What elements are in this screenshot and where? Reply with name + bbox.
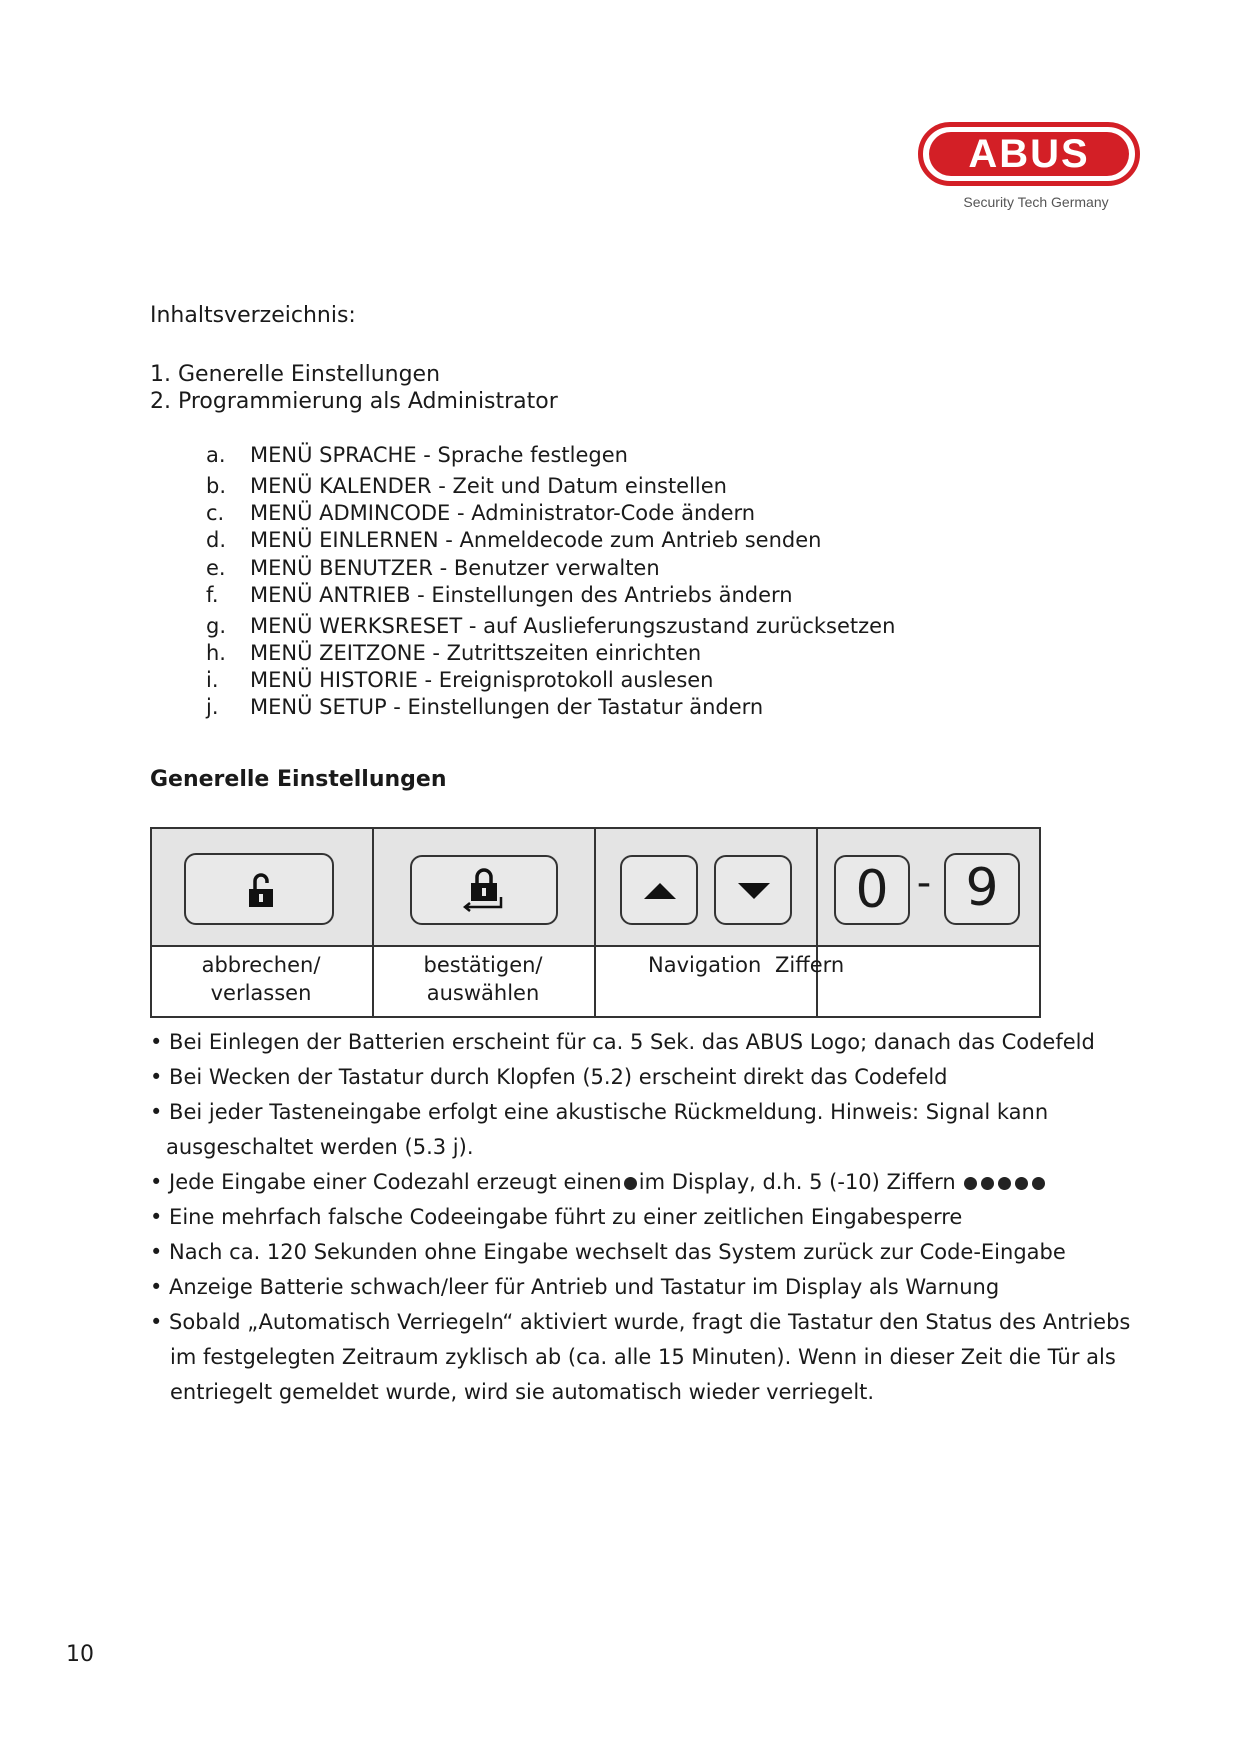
toc-sub-letter: g. <box>206 614 227 638</box>
digit-range-dash: - <box>916 860 932 906</box>
toc-subitem <box>206 641 701 665</box>
bullet-item-continuation: entriegelt gemeldet wurde, wird sie automatisch wieder verriegelt. <box>170 1380 875 1404</box>
key-table <box>150 827 1041 1018</box>
key-col-navigation <box>596 829 818 1016</box>
logo-brand: ABUS <box>929 132 1129 176</box>
toc-subitem <box>206 501 755 525</box>
toc-sub-letter: d. <box>206 528 227 552</box>
toc-sub-text: MENÜ SPRACHE - Sprache festlegen <box>250 443 628 467</box>
up-key <box>620 855 698 925</box>
toc-sub-letter: f. <box>206 583 219 607</box>
code-dot-icon <box>1032 1177 1045 1190</box>
toc-subitem <box>206 443 628 467</box>
toc-sub-text: MENÜ BENUTZER - Benutzer verwalten <box>250 556 660 580</box>
toc-subitem <box>206 614 895 638</box>
bullet-text-part: • Jede Eingabe einer Codezahl erzeugt einen <box>150 1170 622 1194</box>
digit-key-0 <box>834 855 910 925</box>
lock-enter-icon <box>460 867 510 915</box>
digit-0-label: 0 <box>855 860 889 920</box>
digit-key-9 <box>944 853 1020 925</box>
code-dot-icon <box>981 1177 994 1190</box>
code-dot-icon <box>964 1177 977 1190</box>
logo-tagline: Security Tech Germany <box>963 194 1109 210</box>
toc-sub-letter: i. <box>206 668 219 692</box>
toc-sub-letter: b. <box>206 474 227 498</box>
toc-subitem <box>206 474 727 498</box>
cancel-label-line1: abbrechen/ <box>201 953 321 977</box>
toc-sub-text: MENÜ KALENDER - Zeit und Datum einstellen <box>250 474 727 498</box>
bullet-item: • Sobald „Automatisch Verriegeln“ aktiviert wurde, fragt die Tastatur den Status des Antriebs <box>150 1310 1131 1334</box>
key-col-digits <box>775 829 1039 1016</box>
bullet-item: • Bei Wecken der Tastatur durch Klopfen (5.2) erscheint direkt das Codefeld <box>150 1065 948 1089</box>
toc-subitem <box>206 583 793 607</box>
toc-sub-text: MENÜ HISTORIE - Ereignisprotokoll auslesen <box>250 668 714 692</box>
arrow-down-icon <box>736 879 772 901</box>
section-title: Generelle Einstellungen <box>150 767 447 792</box>
digits-label: Ziffern <box>775 953 845 977</box>
down-key <box>714 855 792 925</box>
digit-9-label: 9 <box>965 858 999 918</box>
confirm-label-line1: bestätigen/ <box>423 953 543 977</box>
toc-sub-text: MENÜ ZEITZONE - Zutrittszeiten einrichten <box>250 641 702 665</box>
toc-subitem <box>206 668 714 692</box>
abus-logo <box>918 118 1148 228</box>
toc-subitem <box>206 556 660 580</box>
cancel-key <box>184 853 334 925</box>
toc-sub-letter: j. <box>206 695 219 719</box>
bullet-text-part: im Display, d.h. 5 (-10) Ziffern <box>638 1170 956 1194</box>
confirm-label-line2: auswählen <box>426 981 540 1005</box>
toc-item: 2. Programmierung als Administrator <box>150 389 558 414</box>
toc-subitem <box>206 695 763 719</box>
code-dot-icon <box>624 1177 637 1190</box>
confirm-key <box>410 855 558 925</box>
page-number: 10 <box>66 1642 94 1667</box>
code-dot-icon <box>998 1177 1011 1190</box>
key-col-cancel <box>152 829 374 1016</box>
bullet-item-continuation: ausgeschaltet werden (5.3 j). <box>166 1135 474 1159</box>
bullet-item: • Nach ca. 120 Sekunden ohne Eingabe wechselt das System zurück zur Code-Eingabe <box>150 1240 1066 1264</box>
toc-sub-text: MENÜ SETUP - Einstellungen der Tastatur ändern <box>250 695 764 719</box>
toc-sub-letter: c. <box>206 501 225 525</box>
bullet-item <box>150 1170 1047 1194</box>
navigation-label: Navigation <box>648 953 762 977</box>
toc-sub-text: MENÜ ANTRIEB - Einstellungen des Antriebs ändern <box>250 583 793 607</box>
toc-sub-text: MENÜ ADMINCODE - Administrator-Code ändern <box>250 501 756 525</box>
unlock-icon <box>246 871 276 909</box>
code-dot-icon <box>1015 1177 1028 1190</box>
toc-sub-letter: e. <box>206 556 226 580</box>
toc-sub-letter: a. <box>206 443 226 467</box>
toc-heading: Inhaltsverzeichnis: <box>150 303 356 328</box>
bullet-item: • Eine mehrfach falsche Codeeingabe führt zu einer zeitlichen Eingabesperre <box>150 1205 963 1229</box>
toc-sub-text: MENÜ WERKSRESET - auf Auslieferungszustand zurücksetzen <box>250 614 896 638</box>
toc-sub-text: MENÜ EINLERNEN - Anmeldecode zum Antrieb senden <box>250 528 822 552</box>
arrow-up-icon <box>642 879 678 901</box>
bullet-item: • Anzeige Batterie schwach/leer für Antrieb und Tastatur im Display als Warnung <box>150 1275 1000 1299</box>
toc-subitem <box>206 528 821 552</box>
toc-sub-letter: h. <box>206 641 226 665</box>
cancel-label-line2: verlassen <box>210 981 312 1005</box>
logo-badge <box>918 122 1140 186</box>
bullet-item-continuation: im festgelegten Zeitraum zyklisch ab (ca. alle 15 Minuten). Wenn in dieser Zeit die Tür als <box>170 1345 1116 1369</box>
bullet-item: • Bei Einlegen der Batterien erscheint für ca. 5 Sek. das ABUS Logo; danach das Codefeld <box>150 1030 1095 1054</box>
toc-item: 1. Generelle Einstellungen <box>150 362 441 387</box>
key-col-confirm <box>374 829 596 1016</box>
bullet-item: • Bei jeder Tasteneingabe erfolgt eine akustische Rückmeldung. Hinweis: Signal kann <box>150 1100 1049 1124</box>
